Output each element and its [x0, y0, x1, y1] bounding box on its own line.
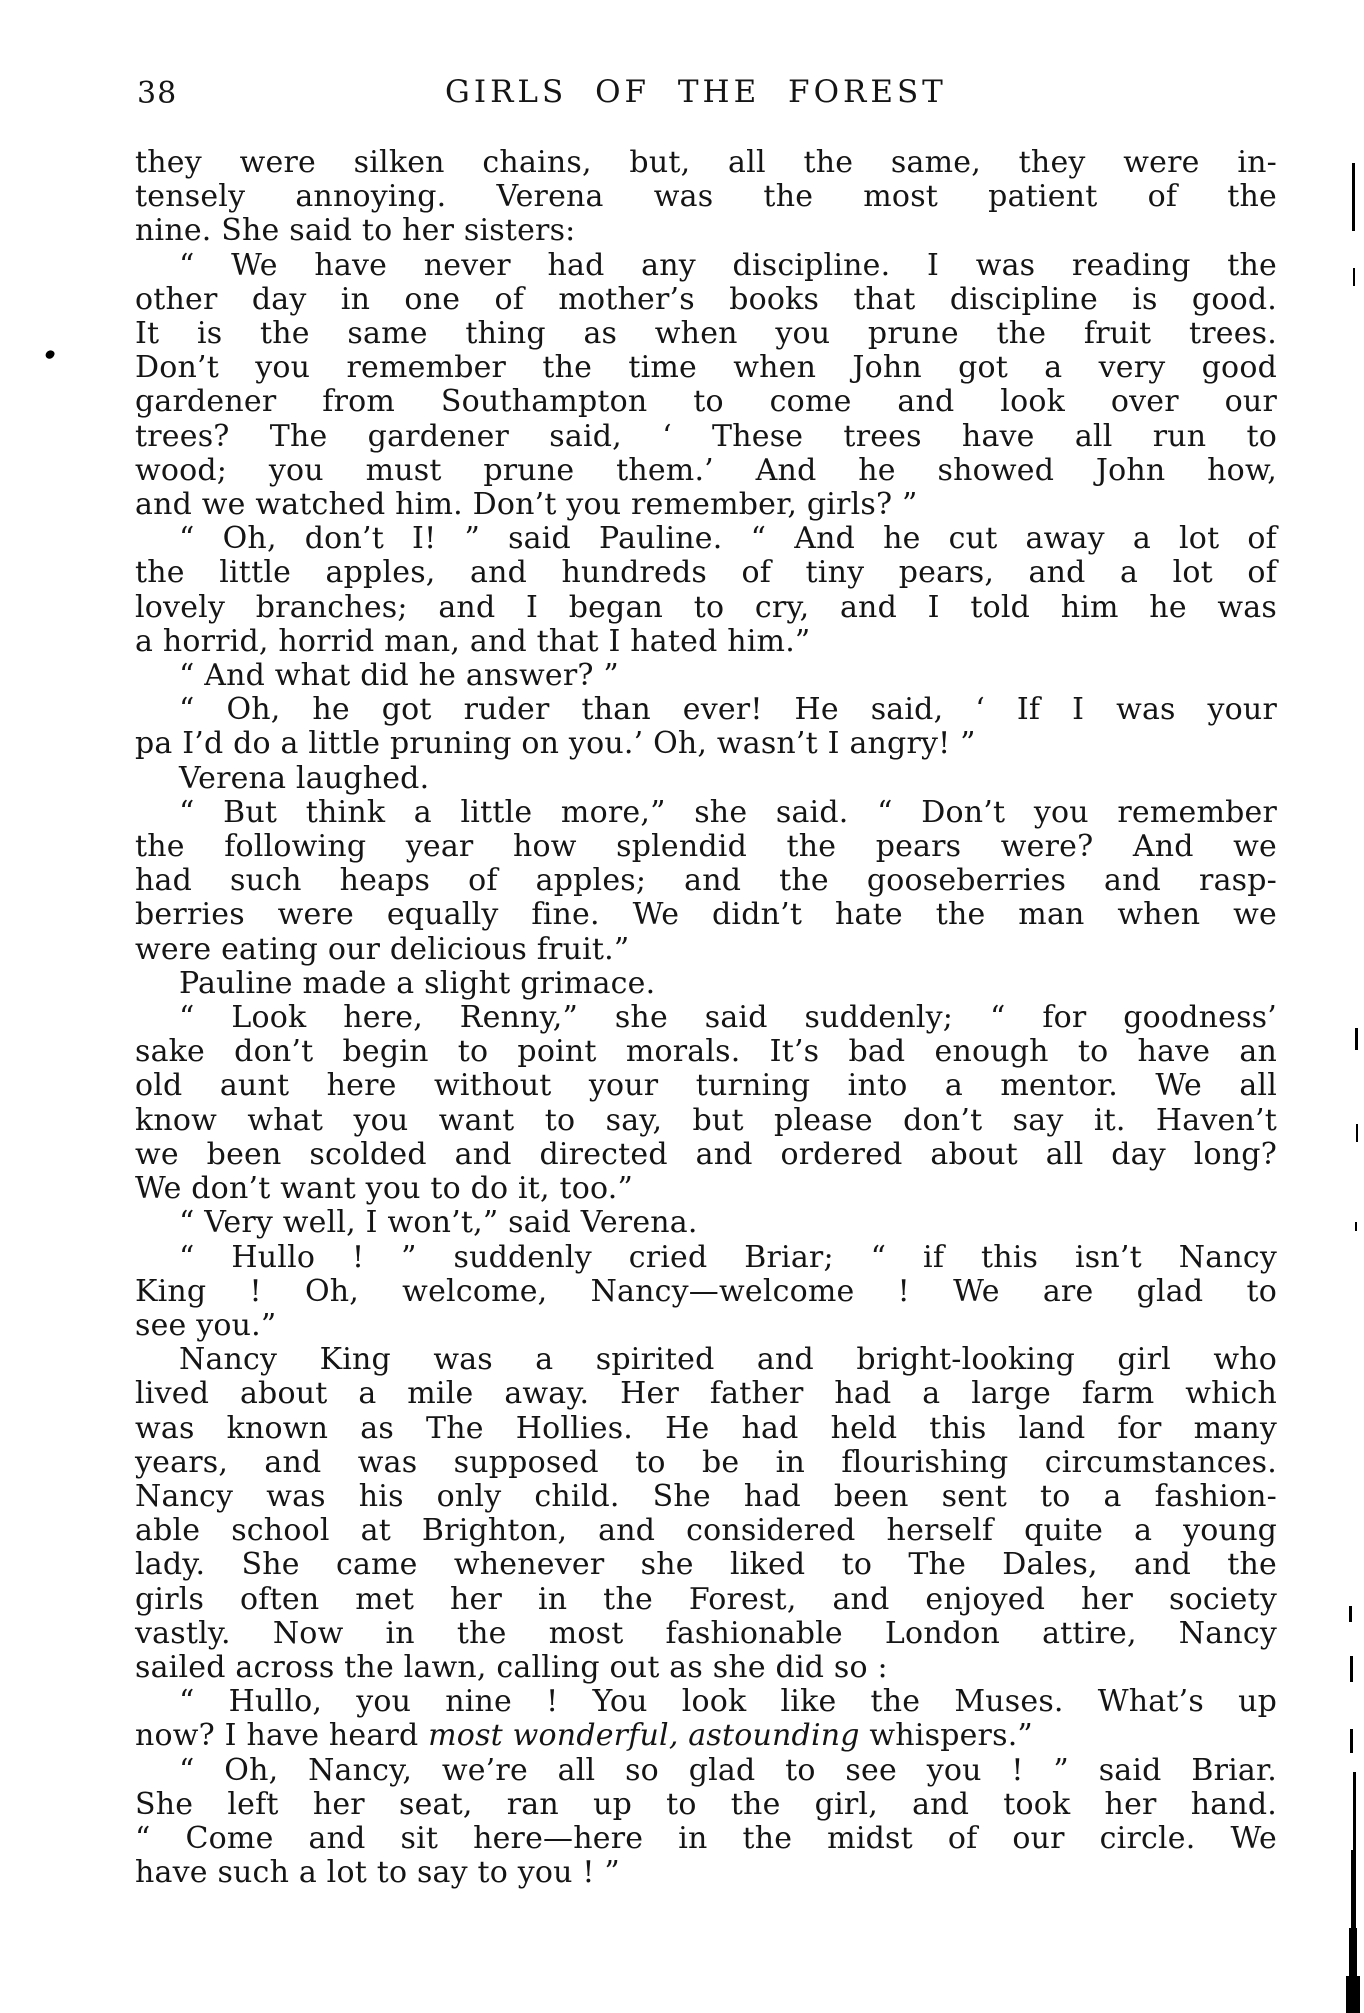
text-line: lovely branches; and I began to cry, and I told him he was	[135, 589, 1277, 625]
text-line: She left her seat, ran up to the girl, and took her hand.	[135, 1786, 1277, 1822]
text-line: Pauline made a slight grimace.	[179, 965, 656, 1001]
text-line: “ Come and sit here—here in the midst of our circle. We	[135, 1820, 1277, 1856]
scan-artifact	[1355, 1222, 1357, 1231]
text-line: able school at Brighton, and considered herself quite a young	[135, 1513, 1277, 1549]
text-line: berries were equally fine. We didn’t hate the man when we	[135, 897, 1277, 933]
text-line: Don’t you remember the time when John got a very good	[135, 350, 1277, 386]
scan-artifact	[1349, 1928, 1357, 1978]
text-line: “ And what did he answer? ”	[179, 658, 619, 694]
text-line: “ Oh, Nancy, we’re all so glad to see you ! ” said Briar.	[179, 1752, 1277, 1788]
text-line: sake don’t begin to point morals. It’s bad enough to have an	[135, 1034, 1277, 1070]
text-line: was known as The Hollies. He had held this land for many	[135, 1410, 1277, 1446]
text-line: a horrid, horrid man, and that I hated him.”	[135, 623, 811, 659]
text-line: the little apples, and hundreds of tiny pears, and a lot of	[135, 555, 1277, 591]
text-line: “ Very well, I won’t,” said Verena.	[179, 1205, 698, 1241]
text-line: wood; you must prune them.’ And he showed John how,	[135, 452, 1277, 488]
text-line: gardener from Southampton to come and look over our	[135, 384, 1277, 420]
page-number: 38	[137, 76, 178, 111]
scan-artifact	[1346, 1976, 1360, 2013]
text-line: nine. She said to her sisters:	[135, 213, 576, 249]
text-line: “ Hullo, you nine ! You look like the Muses. What’s up	[179, 1684, 1277, 1720]
body-text	[135, 146, 1277, 1890]
text-line: have such a lot to say to you ! ”	[135, 1855, 620, 1891]
scan-artifact	[1352, 163, 1355, 231]
text-line: Verena laughed.	[179, 760, 430, 796]
text-line: It is the same thing as when you prune the fruit trees.	[135, 316, 1277, 352]
text-line: the following year how splendid the pears were? And we	[135, 829, 1277, 865]
text-line: “ Oh, don’t I! ” said Pauline. “ And he cut away a lot of	[179, 521, 1277, 557]
text-line: and we watched him. Don’t you remember, girls? ”	[135, 487, 918, 523]
text-line: pa I’d do a little pruning on you.’ Oh, wasn’t I angry! ”	[135, 726, 976, 762]
scan-artifact	[1356, 1124, 1358, 1142]
page-header	[135, 74, 1277, 114]
text-line: tensely annoying. Verena was the most patient of the	[135, 179, 1277, 215]
text-line: we been scolded and directed and ordered about all day long?	[135, 1136, 1277, 1172]
scan-artifact	[1351, 1850, 1356, 1930]
text-line: old aunt here without your turning into a mentor. We all	[135, 1068, 1277, 1104]
text-line: lived about a mile away. Her father had a large farm which	[135, 1376, 1277, 1412]
text-line: years, and was supposed to be in flourishing circumstances.	[135, 1444, 1277, 1480]
text-line: girls often met her in the Forest, and enjoyed her society	[135, 1581, 1277, 1617]
text-line: they were silken chains, but, all the same, they were in-	[135, 145, 1277, 180]
text-line: “ Hullo ! ” suddenly cried Briar; “ if this isn’t Nancy	[179, 1239, 1277, 1275]
text-line: Nancy was his only child. She had been sent to a fashion-	[135, 1478, 1277, 1514]
text-line: other day in one of mother’s books that discipline is good.	[135, 281, 1277, 317]
text-line: “ But think a little more,” she said. “ Don’t you remember	[179, 794, 1277, 830]
text-line: Nancy King was a spirited and bright-looking girl who	[179, 1342, 1277, 1378]
text-line: vastly. Now in the most fashionable London attire, Nancy	[135, 1615, 1277, 1651]
text-line: “ Oh, he got ruder than ever! He said, ‘ If I was your	[179, 692, 1277, 728]
scan-artifact	[1350, 1729, 1353, 1753]
text-line: “ We have never had any discipline. I was reading the	[179, 247, 1277, 283]
text-line: were eating our delicious fruit.”	[135, 931, 630, 967]
scan-artifact	[1353, 1772, 1356, 1852]
scan-artifact	[1353, 268, 1355, 286]
text-line: King ! Oh, welcome, Nancy—welcome ! We are glad to	[135, 1273, 1277, 1309]
scan-artifact	[1350, 1656, 1353, 1682]
text-line: sailed across the lawn, calling out as she did so :	[135, 1649, 888, 1685]
scan-artifact	[44, 349, 56, 361]
text-line: see you.”	[135, 1307, 277, 1343]
text-line: now? I have heard most wonderful, astounding whispers.”	[135, 1718, 1033, 1754]
text-line: We don’t want you to do it, too.”	[135, 1171, 634, 1207]
text-line: trees? The gardener said, ‘ These trees have all run to	[135, 418, 1277, 454]
text-line: know what you want to say, but please don’t say it. Haven’t	[135, 1102, 1277, 1138]
scan-artifact	[1355, 1028, 1358, 1050]
text-line: lady. She came whenever she liked to The Dales, and the	[135, 1547, 1277, 1583]
scan-artifact	[1349, 1606, 1352, 1622]
text-line: had such heaps of apples; and the gooseberries and rasp-	[135, 863, 1277, 899]
text-line: “ Look here, Renny,” she said suddenly; “ for goodness’	[179, 1000, 1277, 1036]
running-title: GIRLS OF THE FOREST	[445, 74, 947, 110]
